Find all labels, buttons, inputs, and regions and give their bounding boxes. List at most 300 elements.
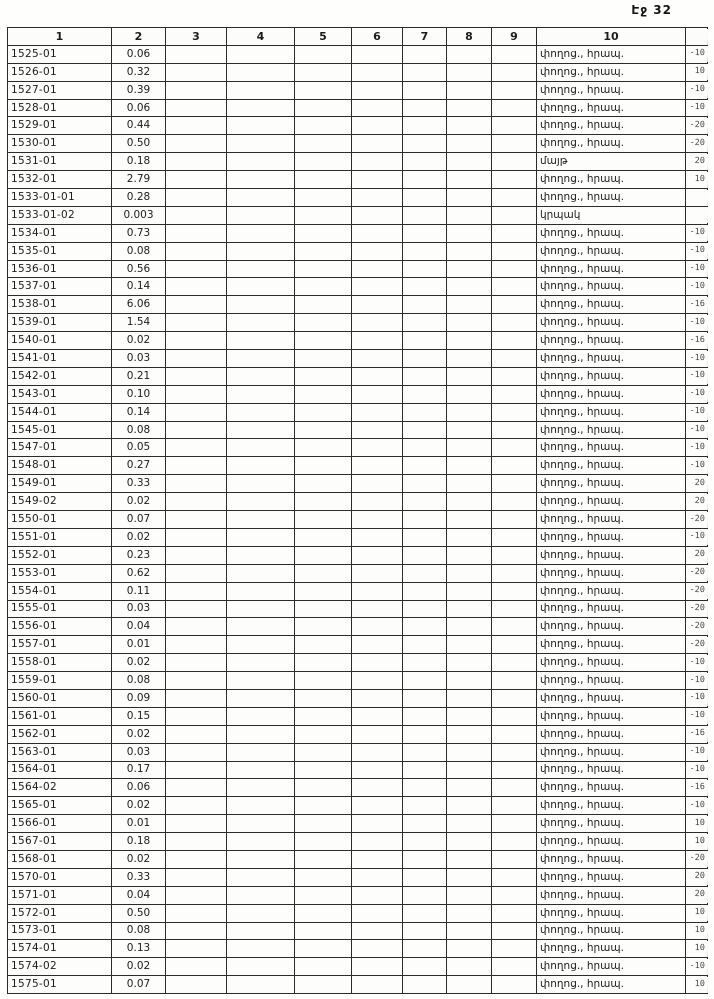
empty-cell (295, 457, 352, 475)
empty-cell (447, 493, 492, 511)
row-note-cell: փողոց., հրապ. (537, 350, 686, 368)
empty-cell (227, 171, 295, 189)
table-row (8, 189, 708, 207)
empty-cell (447, 904, 492, 922)
empty-cell (166, 99, 227, 117)
empty-cell (492, 81, 537, 99)
empty-cell (166, 153, 227, 171)
row-value-cell: 0.08 (112, 672, 166, 690)
empty-cell (352, 99, 403, 117)
row-value-cell: 0.06 (112, 45, 166, 63)
row-value-cell: 0.15 (112, 707, 166, 725)
empty-cell (166, 81, 227, 99)
table-row (8, 850, 708, 868)
empty-cell (166, 636, 227, 654)
row-id-cell: 1529-01 (8, 117, 112, 135)
empty-cell (447, 367, 492, 385)
empty-cell (295, 171, 352, 189)
row-id-cell: 1537-01 (8, 278, 112, 296)
row-note-cell: փողոց., հրապ. (537, 654, 686, 672)
empty-cell (352, 672, 403, 690)
column-header: 7 (403, 28, 447, 46)
row-note-cell: փողոց., հրապ. (537, 224, 686, 242)
row-value-cell: 1.54 (112, 314, 166, 332)
empty-cell (295, 725, 352, 743)
empty-cell (403, 546, 447, 564)
table-row (8, 153, 708, 171)
empty-cell (227, 707, 295, 725)
empty-cell (403, 63, 447, 81)
empty-cell (447, 564, 492, 582)
row-value-cell: 0.06 (112, 99, 166, 117)
row-id-cell: 1548-01 (8, 457, 112, 475)
row-note-cell: փողոց., հրապ. (537, 707, 686, 725)
empty-cell (227, 189, 295, 207)
empty-cell (492, 117, 537, 135)
row-id-cell: 1526-01 (8, 63, 112, 81)
row-note-cell: փողոց., հրապ. (537, 45, 686, 63)
empty-cell (447, 672, 492, 690)
row-note-cell: փողոց., հրապ. (537, 99, 686, 117)
empty-cell (227, 403, 295, 421)
empty-cell (166, 600, 227, 618)
empty-cell (492, 493, 537, 511)
row-note-cell: փողոց., հրապ. (537, 367, 686, 385)
row-value-cell: 0.14 (112, 278, 166, 296)
row-value-cell: 0.02 (112, 493, 166, 511)
empty-cell (352, 743, 403, 761)
row-note-cell: փողոց., հրապ. (537, 850, 686, 868)
empty-cell (295, 797, 352, 815)
row-note-cell: փողոց., հրապ. (537, 886, 686, 904)
table-row (8, 367, 708, 385)
row-value-cell: 2.79 (112, 171, 166, 189)
margin-mark: -10 (685, 707, 708, 725)
row-value-cell: 0.08 (112, 421, 166, 439)
empty-cell (492, 314, 537, 332)
empty-cell (403, 779, 447, 797)
table-row (8, 81, 708, 99)
empty-cell (352, 206, 403, 224)
empty-cell (295, 475, 352, 493)
row-note-cell: փողոց., հրապ. (537, 976, 686, 994)
row-note-cell: փողոց., հրապ. (537, 868, 686, 886)
empty-cell (403, 922, 447, 940)
row-id-cell: 1559-01 (8, 672, 112, 690)
empty-cell (492, 761, 537, 779)
empty-cell (492, 45, 537, 63)
empty-cell (227, 278, 295, 296)
data-table (7, 27, 708, 994)
row-id-cell: 1565-01 (8, 797, 112, 815)
row-id-cell: 1563-01 (8, 743, 112, 761)
empty-cell (227, 439, 295, 457)
empty-cell (492, 833, 537, 851)
empty-cell (403, 403, 447, 421)
row-id-cell: 1549-01 (8, 475, 112, 493)
row-value-cell: 0.50 (112, 904, 166, 922)
row-value-cell: 0.39 (112, 81, 166, 99)
row-note-cell: փողոց., հրապ. (537, 743, 686, 761)
row-id-cell: 1534-01 (8, 224, 112, 242)
margin-mark: -10 (685, 349, 708, 367)
empty-cell (295, 815, 352, 833)
row-value-cell: 0.62 (112, 564, 166, 582)
empty-cell (295, 672, 352, 690)
empty-cell (447, 725, 492, 743)
table-row (8, 797, 708, 815)
empty-cell (352, 886, 403, 904)
margin-mark-header (685, 27, 708, 45)
table-row (8, 743, 708, 761)
table-row (8, 672, 708, 690)
empty-cell (403, 636, 447, 654)
empty-cell (403, 850, 447, 868)
margin-mark: 10 (685, 170, 708, 188)
empty-cell (352, 63, 403, 81)
empty-cell (447, 421, 492, 439)
empty-cell (227, 493, 295, 511)
empty-cell (492, 654, 537, 672)
empty-cell (447, 636, 492, 654)
row-id-cell: 1573-01 (8, 922, 112, 940)
empty-cell (492, 224, 537, 242)
row-note-cell: փողոց., հրապ. (537, 117, 686, 135)
row-id-cell: 1557-01 (8, 636, 112, 654)
empty-cell (403, 618, 447, 636)
margin-mark: -10 (685, 242, 708, 260)
empty-cell (492, 350, 537, 368)
empty-cell (447, 63, 492, 81)
empty-cell (295, 904, 352, 922)
row-value-cell: 0.01 (112, 636, 166, 654)
empty-cell (227, 761, 295, 779)
empty-cell (403, 868, 447, 886)
table-row (8, 958, 708, 976)
empty-cell (352, 761, 403, 779)
empty-cell (295, 958, 352, 976)
empty-cell (166, 224, 227, 242)
margin-mark: -10 (685, 797, 708, 815)
empty-cell (492, 457, 537, 475)
empty-cell (447, 815, 492, 833)
row-id-cell: 1538-01 (8, 296, 112, 314)
empty-cell (492, 582, 537, 600)
row-value-cell: 0.56 (112, 260, 166, 278)
margin-mark: -10 (685, 45, 708, 63)
row-note-cell: մայթ (537, 153, 686, 171)
empty-cell (166, 582, 227, 600)
margin-mark: -16 (685, 779, 708, 797)
empty-cell (166, 45, 227, 63)
margin-mark: 10 (685, 940, 708, 958)
empty-cell (295, 528, 352, 546)
empty-cell (352, 403, 403, 421)
empty-cell (492, 725, 537, 743)
row-value-cell: 0.04 (112, 618, 166, 636)
empty-cell (492, 815, 537, 833)
row-id-cell: 1574-02 (8, 958, 112, 976)
empty-cell (447, 81, 492, 99)
empty-cell (492, 242, 537, 260)
empty-cell (352, 528, 403, 546)
empty-cell (227, 904, 295, 922)
empty-cell (403, 189, 447, 207)
table-row (8, 403, 708, 421)
empty-cell (166, 707, 227, 725)
empty-cell (403, 564, 447, 582)
empty-cell (492, 367, 537, 385)
empty-cell (166, 385, 227, 403)
empty-cell (166, 242, 227, 260)
empty-cell (492, 904, 537, 922)
row-note-cell: փողոց., հրապ. (537, 672, 686, 690)
row-id-cell: 1539-01 (8, 314, 112, 332)
row-value-cell: 0.03 (112, 600, 166, 618)
empty-cell (295, 296, 352, 314)
table-row (8, 904, 708, 922)
empty-cell (447, 833, 492, 851)
row-note-cell: փողոց., հրապ. (537, 636, 686, 654)
empty-cell (492, 546, 537, 564)
row-id-cell: 1575-01 (8, 976, 112, 994)
empty-cell (295, 153, 352, 171)
row-note-cell: փողոց., հրապ. (537, 242, 686, 260)
empty-cell (403, 350, 447, 368)
empty-cell (295, 940, 352, 958)
empty-cell (403, 511, 447, 529)
table-row (8, 457, 708, 475)
empty-cell (352, 332, 403, 350)
margin-mark: -10 (685, 403, 708, 421)
empty-cell (166, 564, 227, 582)
row-id-cell: 1533-01-02 (8, 206, 112, 224)
margin-mark: 20 (685, 886, 708, 904)
empty-cell (295, 403, 352, 421)
empty-cell (492, 385, 537, 403)
empty-cell (295, 81, 352, 99)
empty-cell (295, 314, 352, 332)
empty-cell (227, 332, 295, 350)
table-row (8, 314, 708, 332)
empty-cell (166, 958, 227, 976)
row-id-cell: 1542-01 (8, 367, 112, 385)
empty-cell (227, 99, 295, 117)
empty-cell (295, 546, 352, 564)
empty-cell (447, 958, 492, 976)
margin-mark: -10 (685, 653, 708, 671)
empty-cell (352, 636, 403, 654)
empty-cell (447, 260, 492, 278)
empty-cell (403, 224, 447, 242)
empty-cell (447, 475, 492, 493)
empty-cell (403, 958, 447, 976)
margin-mark: -20 (685, 850, 708, 868)
empty-cell (295, 689, 352, 707)
empty-cell (227, 314, 295, 332)
empty-cell (295, 63, 352, 81)
table-row (8, 707, 708, 725)
empty-cell (227, 779, 295, 797)
empty-cell (166, 421, 227, 439)
empty-cell (295, 189, 352, 207)
row-id-cell: 1525-01 (8, 45, 112, 63)
table-row (8, 99, 708, 117)
table-row (8, 940, 708, 958)
table-row (8, 206, 708, 224)
empty-cell (227, 850, 295, 868)
margin-mark (685, 188, 708, 206)
empty-cell (227, 654, 295, 672)
margin-mark: -16 (685, 725, 708, 743)
table-row (8, 600, 708, 618)
row-note-cell: փողոց., հրապ. (537, 189, 686, 207)
empty-cell (447, 117, 492, 135)
empty-cell (447, 654, 492, 672)
empty-cell (352, 385, 403, 403)
row-note-cell: փողոց., հրապ. (537, 63, 686, 81)
row-id-cell: 1527-01 (8, 81, 112, 99)
row-note-cell: փողոց., հրապ. (537, 600, 686, 618)
row-id-cell: 1530-01 (8, 135, 112, 153)
empty-cell (295, 600, 352, 618)
empty-cell (227, 922, 295, 940)
table-row (8, 475, 708, 493)
column-header: 8 (447, 28, 492, 46)
margin-mark: 10 (685, 922, 708, 940)
empty-cell (295, 779, 352, 797)
empty-cell (403, 761, 447, 779)
empty-cell (492, 278, 537, 296)
empty-cell (352, 958, 403, 976)
empty-cell (403, 296, 447, 314)
empty-cell (447, 135, 492, 153)
row-value-cell: 0.03 (112, 743, 166, 761)
empty-cell (447, 922, 492, 940)
empty-cell (492, 922, 537, 940)
row-value-cell: 0.02 (112, 850, 166, 868)
empty-cell (295, 421, 352, 439)
empty-cell (166, 850, 227, 868)
row-id-cell: 1558-01 (8, 654, 112, 672)
row-id-cell: 1574-01 (8, 940, 112, 958)
empty-cell (166, 278, 227, 296)
row-id-cell: 1564-02 (8, 779, 112, 797)
empty-cell (403, 743, 447, 761)
empty-cell (352, 564, 403, 582)
empty-cell (403, 654, 447, 672)
empty-cell (166, 976, 227, 994)
empty-cell (166, 314, 227, 332)
row-note-cell: փողոց., հրապ. (537, 779, 686, 797)
row-value-cell: 0.27 (112, 457, 166, 475)
margin-mark: -10 (685, 958, 708, 976)
empty-cell (295, 833, 352, 851)
empty-cell (166, 439, 227, 457)
row-note-cell: փողոց., հրապ. (537, 940, 686, 958)
margin-mark: -20 (685, 135, 708, 153)
table-row (8, 350, 708, 368)
empty-cell (166, 189, 227, 207)
empty-cell (352, 940, 403, 958)
table-row (8, 725, 708, 743)
empty-cell (403, 457, 447, 475)
row-id-cell: 1566-01 (8, 815, 112, 833)
empty-cell (166, 797, 227, 815)
row-id-cell: 1536-01 (8, 260, 112, 278)
empty-cell (492, 206, 537, 224)
row-id-cell: 1556-01 (8, 618, 112, 636)
empty-cell (295, 618, 352, 636)
empty-cell (352, 797, 403, 815)
row-id-cell: 1544-01 (8, 403, 112, 421)
empty-cell (352, 707, 403, 725)
row-id-cell: 1570-01 (8, 868, 112, 886)
empty-cell (352, 976, 403, 994)
empty-cell (447, 278, 492, 296)
page-number-label: Էջ 32 (631, 3, 672, 17)
row-value-cell: 0.18 (112, 153, 166, 171)
empty-cell (403, 332, 447, 350)
empty-cell (492, 99, 537, 117)
empty-cell (352, 654, 403, 672)
empty-cell (403, 904, 447, 922)
row-id-cell: 1532-01 (8, 171, 112, 189)
empty-cell (166, 457, 227, 475)
row-note-cell: փողոց., հրապ. (537, 564, 686, 582)
margin-mark: -10 (685, 367, 708, 385)
empty-cell (295, 761, 352, 779)
empty-cell (492, 707, 537, 725)
empty-cell (352, 582, 403, 600)
empty-cell (227, 636, 295, 654)
empty-cell (403, 797, 447, 815)
row-id-cell: 1528-01 (8, 99, 112, 117)
row-note-cell: կրպակ (537, 206, 686, 224)
row-value-cell: 0.09 (112, 689, 166, 707)
empty-cell (295, 99, 352, 117)
empty-cell (295, 206, 352, 224)
empty-cell (403, 475, 447, 493)
table-row (8, 546, 708, 564)
empty-cell (447, 743, 492, 761)
empty-cell (447, 779, 492, 797)
empty-cell (447, 171, 492, 189)
row-id-cell: 1550-01 (8, 511, 112, 529)
row-value-cell: 0.14 (112, 403, 166, 421)
empty-cell (492, 689, 537, 707)
empty-cell (295, 260, 352, 278)
empty-cell (227, 582, 295, 600)
table-row (8, 224, 708, 242)
empty-cell (295, 654, 352, 672)
table-row (8, 493, 708, 511)
empty-cell (227, 833, 295, 851)
table-header-row (8, 28, 708, 46)
margin-mark: -20 (685, 636, 708, 654)
empty-cell (227, 45, 295, 63)
row-value-cell: 0.05 (112, 439, 166, 457)
row-value-cell: 0.28 (112, 189, 166, 207)
empty-cell (166, 815, 227, 833)
row-value-cell: 0.10 (112, 385, 166, 403)
row-value-cell: 0.003 (112, 206, 166, 224)
empty-cell (166, 403, 227, 421)
empty-cell (403, 940, 447, 958)
empty-cell (166, 528, 227, 546)
table-row (8, 564, 708, 582)
table-row (8, 171, 708, 189)
